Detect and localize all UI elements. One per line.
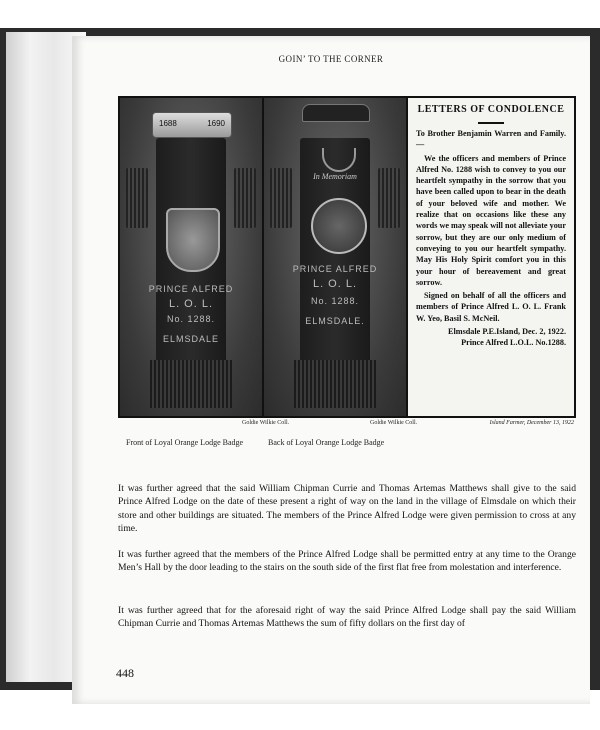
bar-date-right: 1690	[207, 119, 225, 128]
bar-date-left: 1688	[159, 119, 177, 128]
badge-back-line1: PRINCE ALFRED	[292, 264, 378, 274]
clipping-title: LETTERS OF CONDOLENCE	[417, 104, 565, 115]
badge-crest-top	[302, 104, 370, 122]
body-paragraph: It was further agreed that the said William Chipman Currie and Thomas Artemas Matthews shall give to the said Prince Alfred Lodge on the date of these present a right of way on the land in the village of Elmsdale on which their store and other buildings are situated. The members of the Prince Alfred Lodge were given permission to cross at any time.	[118, 483, 576, 535]
clipping-salutation: To Brother Benjamin Warren and Family.—	[416, 129, 566, 150]
clipping-paragraph: Signed on behalf of all the officers and members of Prince Alfred L. O. L. Frank W. Yeo, Basil S. McNeil.	[416, 291, 566, 323]
badge-front-line2: L. O. L.	[168, 298, 214, 310]
badge-top-bar	[152, 112, 232, 138]
badge-emblem	[166, 208, 220, 272]
badge-back-line4: ELMSDALE.	[305, 316, 365, 326]
caption-front: Front of Loyal Orange Lodge Badge	[126, 438, 244, 447]
badge-back-line3: No. 1288.	[310, 296, 360, 306]
badge-fringe	[150, 360, 232, 408]
badge-front-photo	[120, 98, 262, 416]
tassel-right	[234, 168, 256, 228]
clipping-place-date: Elmsdale P.E.Island, Dec. 2, 1922.	[448, 327, 566, 337]
photo1-credit: Goldie Wilkie Coll.	[242, 420, 290, 426]
badge-back-line2: L. O. L.	[312, 278, 358, 290]
tassel-left	[126, 168, 148, 228]
badge-back-photo	[264, 98, 406, 416]
clipping-body	[416, 128, 566, 349]
badge-front-line3: No. 1288.	[166, 314, 216, 324]
body-paragraph: It was further agreed that for the aforesaid right of way the said Prince Alfred Lodge shall pay the said William Chipman Currie and Thomas Artemas Matthews the sum of fifty dollars on the first day of	[118, 605, 576, 630]
badge-front-line4: ELMSDALE	[162, 334, 220, 344]
book-page	[72, 36, 590, 704]
horse-rider-medallion-icon	[311, 198, 367, 254]
caption-back: Back of Loyal Orange Lodge Badge	[268, 438, 385, 447]
clipping-rule	[478, 122, 504, 124]
clipping-credit: Island Farmer, December 13, 1922	[489, 420, 574, 426]
memoriam-text: In Memoriam	[313, 172, 357, 181]
badge-fringe	[294, 360, 376, 408]
clipping-lodge: Prince Alfred L.O.L. No.1288.	[461, 338, 566, 348]
badge-front-line1: PRINCE ALFRED	[148, 284, 234, 294]
body-paragraph: It was further agreed that the members of the Prince Alfred Lodge shall be permitted entry at any time to the Orange Men’s Hall by the door leading to the stairs on the south side of the first flat free from molestation and interference.	[118, 549, 576, 574]
photo2-credit: Goldie Wilkie Coll.	[370, 420, 418, 426]
photo-plate	[118, 96, 576, 418]
running-head: GOIN’ TO THE CORNER	[278, 54, 384, 64]
page-number: 448	[116, 666, 134, 680]
newspaper-clipping	[408, 98, 574, 416]
clipping-paragraph: We the officers and members of Prince Alfred No. 1288 wish to convey to you our heartfelt sympathy in the sorrow that you have been called upon to bear in the death of your beloved wife and mother. We realize that on occasions like these any words we may speak will not alleviate your sorrow, but they are our only medium of conveying to you our heartfelt sympathy. May His Holy Spirit comfort you in this your hour of bereavement and great sorrow.	[416, 153, 566, 287]
